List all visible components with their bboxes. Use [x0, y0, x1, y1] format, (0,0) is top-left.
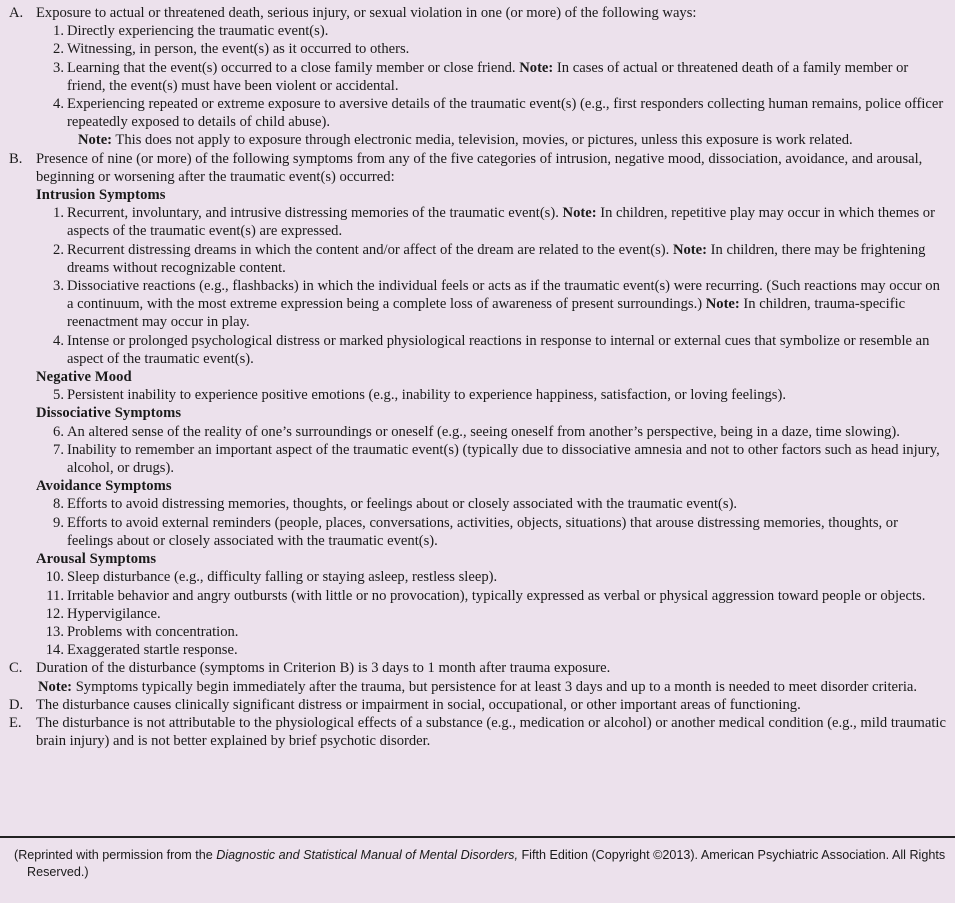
note-label: Note:: [519, 59, 554, 76]
section-heading-dissociative: Dissociative Symptoms: [36, 405, 182, 422]
criterion-text: Presence of nine (or more) of the following symptoms from any of the five categories of intrusion, negative mood, dissociation, avoidance, and arousal, beginning or worsening after the traumatic event(s) occurred:: [36, 150, 923, 185]
criterion-a-note: [9, 131, 947, 149]
criterion-d: [9, 696, 947, 714]
item-number: 5.: [53, 387, 64, 404]
list-item: [9, 514, 947, 550]
item-number: 12.: [45, 605, 64, 622]
criterion-letter: D.: [9, 696, 24, 713]
note-text: In cases of actual or threatened death of a family member or friend, the event(s) must have been violent or accidental.: [67, 59, 909, 94]
list-item: [9, 587, 947, 605]
list-item: [9, 641, 947, 659]
list-item: [9, 568, 947, 586]
item-text: Efforts to avoid distressing memories, thoughts, or feelings about or closely associated with the traumatic event(s).: [67, 496, 738, 513]
item-text: Irritable behavior and angry outbursts (with little or no provocation), typically expressed as verbal or physical aggression toward people or objects.: [67, 587, 926, 604]
list-item: [9, 623, 947, 641]
list-item: [9, 241, 947, 277]
list-item: [9, 277, 947, 332]
criterion-text: The disturbance causes clinically significant distress or impairment in social, occupational, or other important areas of functioning.: [36, 696, 801, 713]
item-text: Intense or prolonged psychological distress or marked physiological reactions in response to internal or external cues that symbolize or resemble an aspect of the traumatic event(s).: [67, 332, 930, 367]
item-text: Sleep disturbance (e.g., difficulty falling or staying asleep, restless sleep).: [67, 569, 498, 586]
item-number: 1.: [53, 205, 64, 222]
item-text: Inability to remember an important aspect of the traumatic event(s) (typically due to dissociative amnesia and not to other factors such as head injury, alcohol, or drugs).: [67, 441, 940, 477]
item-number: 11.: [46, 587, 64, 604]
section-heading-negative-mood: Negative Mood: [36, 369, 132, 386]
item-number: 3.: [53, 59, 64, 76]
list-item: [9, 332, 947, 368]
note-label: Note:: [562, 205, 597, 222]
note-text: In children, there may be frightening dreams without recognizable content.: [67, 241, 926, 276]
list-item: [9, 22, 947, 40]
footnote-suffix: Fifth Edition (Copyright ©2013). American Psychiatric Association. All Rights Reserved.): [27, 848, 946, 879]
item-number: 1.: [53, 23, 64, 40]
criterion-e: [9, 714, 947, 750]
list-item: [9, 204, 947, 240]
item-text: Hypervigilance.: [67, 605, 161, 622]
item-number: 10.: [45, 569, 64, 586]
item-text: Recurrent, involuntary, and intrusive distressing memories of the traumatic event(s).: [67, 205, 559, 222]
item-text: Efforts to avoid external reminders (people, places, conversations, activities, objects, situations) that arouse distressing memories, thoughts, or feelings about or closely associated with the traumatic event(s).: [67, 514, 898, 549]
note-text: In children, trauma-specific reenactment may occur in play.: [67, 296, 906, 331]
item-text: Experiencing repeated or extreme exposure to aversive details of the traumatic event(s) (e.g., first responders collecting human remains, police officer repeatedly exposed to details of child abuse).: [67, 96, 944, 131]
list-item: [9, 386, 947, 404]
item-number: 3.: [53, 278, 64, 295]
item-text: Witnessing, in person, the event(s) as it occurred to others.: [67, 41, 410, 58]
note-label: Note:: [38, 678, 73, 695]
criterion-letter: E.: [9, 714, 22, 731]
item-number: 13.: [45, 623, 64, 640]
list-item: [9, 59, 947, 95]
item-text: Exaggerated startle response.: [67, 642, 238, 659]
item-text: Dissociative reactions (e.g., flashbacks) in which the individual feels or acts as if the traumatic event(s) were recurring. (Such reactions may occur on a continuum, with the most extreme expression being a complete loss of awareness of present surroundings.): [67, 278, 940, 313]
divider-rule: [0, 836, 955, 838]
note-label: Note:: [705, 296, 740, 313]
section-heading-arousal: Arousal Symptoms: [36, 551, 157, 568]
criterion-a: [9, 4, 947, 22]
note-text: In children, repetitive play may occur in which themes or aspects of the traumatic event(s) are expressed.: [67, 205, 935, 240]
list-item: [9, 495, 947, 513]
note-label: Note:: [78, 132, 113, 149]
list-item: [9, 605, 947, 623]
item-number: 2.: [53, 41, 64, 58]
list-item: [9, 423, 947, 441]
note-text: Symptoms typically begin immediately after the trauma, but persistence for at least 3 days and up to a month is needed to meet disorder criteria.: [72, 678, 918, 695]
item-text: Problems with concentration.: [67, 623, 239, 640]
criterion-c: [9, 659, 947, 677]
criterion-b: [9, 150, 947, 186]
criterion-text: The disturbance is not attributable to the physiological effects of a substance (e.g., medication or alcohol) or another medical condition (e.g., mild traumatic brain injury) and is not better explained by brief psychotic disorder.: [36, 714, 946, 750]
item-text: Learning that the event(s) occurred to a close family member or close friend.: [67, 59, 516, 76]
note-label: Note:: [672, 241, 708, 258]
criterion-letter: A.: [9, 5, 24, 21]
list-item: [9, 441, 947, 477]
item-number: 14.: [45, 642, 64, 659]
item-text: Persistent inability to experience positive emotions (e.g., inability to experience happiness, satisfaction, or loving feelings).: [67, 387, 786, 404]
item-text: Recurrent distressing dreams in which the content and/or affect of the dream are related to the event(s).: [67, 241, 670, 258]
item-number: 2.: [53, 241, 64, 258]
criterion-letter: B.: [9, 150, 23, 167]
footnote-prefix: (Reprinted with permission from the: [14, 848, 217, 862]
section-heading-avoidance: Avoidance Symptoms: [36, 478, 172, 495]
item-number: 8.: [53, 496, 64, 513]
criterion-text: Duration of the disturbance (symptoms in Criterion B) is 3 days to 1 month after trauma exposure.: [36, 660, 611, 677]
note-text: This does not apply to exposure through electronic media, television, movies, or pictures, unless this exposure is work related.: [112, 132, 853, 149]
criterion-c-note: [9, 678, 947, 696]
item-number: 6.: [53, 423, 64, 440]
criterion-letter: C.: [9, 660, 23, 677]
reprint-footnote: [14, 847, 955, 881]
criterion-text: Exposure to actual or threatened death, serious injury, or sexual violation in one (or more) of the following ways:: [36, 5, 697, 21]
section-heading-intrusion: Intrusion Symptoms: [36, 187, 166, 204]
item-number: 4.: [53, 96, 64, 113]
item-number: 9.: [53, 514, 64, 531]
footnote-book-title: Diagnostic and Statistical Manual of Mental Disorders,: [216, 848, 518, 862]
list-item: [9, 95, 947, 131]
item-number: 7.: [53, 441, 64, 458]
item-text: Directly experiencing the traumatic event(s).: [67, 23, 329, 40]
item-text: An altered sense of the reality of one’s surroundings or oneself (e.g., seeing oneself from another’s perspective, being in a daze, time slowing).: [67, 423, 900, 440]
item-number: 4.: [53, 332, 64, 349]
list-item: [9, 40, 947, 58]
